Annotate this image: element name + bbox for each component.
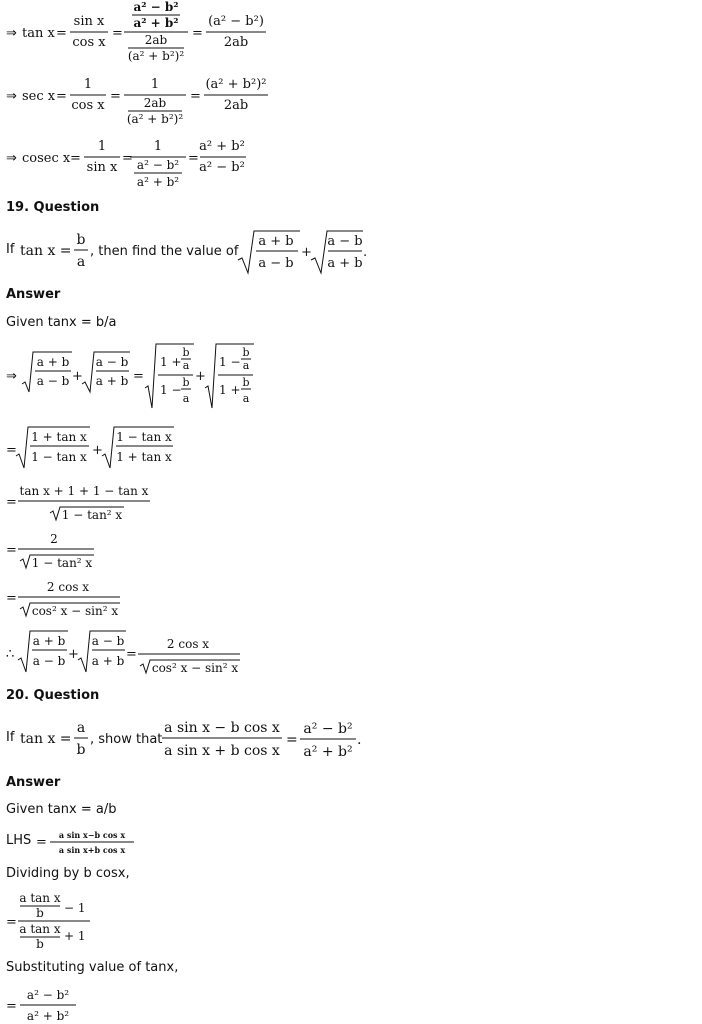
svg-text:=: = (286, 732, 298, 748)
svg-text:1 +: 1 + (160, 355, 182, 369)
svg-text:a: a (182, 392, 190, 405)
question-20-statement: If tan x = a b , show that a sin x − b cos x a sin x + b cos x = a² − b² a² + b² . (6, 720, 362, 760)
svg-text:a sin x−b cos x: a sin x−b cos x (58, 830, 126, 840)
svg-text:b: b (36, 906, 44, 920)
svg-text:1: 1 (153, 139, 163, 154)
dividing-note: Dividing by b cosx, (6, 866, 130, 881)
svg-text:a sin x + b cos x: a sin x + b cos x (164, 743, 280, 759)
svg-text:1 −: 1 − (219, 355, 241, 369)
svg-text:1 + tan x: 1 + tan x (116, 450, 172, 464)
svg-text:a tan x: a tan x (19, 922, 61, 936)
svg-text:2: 2 (50, 532, 58, 546)
svg-text:cosec x: cosec x (22, 151, 71, 166)
svg-text:=: = (110, 89, 121, 104)
svg-text:=: = (112, 26, 123, 41)
svg-text:1: 1 (97, 139, 107, 154)
question-20-title: 20. Question (6, 688, 100, 703)
svg-text:(a² + b²)²: (a² + b²)² (126, 112, 184, 126)
frac-num: sin x (73, 14, 105, 29)
svg-text:=: = (6, 999, 17, 1014)
svg-text:b: b (76, 232, 86, 248)
svg-text:(a² + b²)²: (a² + b²)² (205, 77, 267, 92)
svg-text:, show that: , show that (90, 732, 163, 747)
svg-text:(a² − b²): (a² − b²) (208, 14, 264, 29)
svg-text:1 −: 1 − (160, 383, 182, 397)
svg-text:⇒: ⇒ (6, 151, 17, 166)
svg-text:∴: ∴ (6, 647, 15, 662)
svg-text:.: . (357, 732, 362, 748)
svg-text:sec x: sec x (22, 89, 56, 104)
svg-text:+: + (72, 369, 83, 384)
svg-text:a: a (242, 359, 250, 372)
svg-text:2 cos x: 2 cos x (166, 637, 210, 651)
svg-text:− 1: − 1 (64, 901, 86, 915)
svg-text:a² + b²: a² + b² (133, 16, 179, 30)
svg-text:b: b (36, 937, 44, 951)
svg-text:cos² x − sin² x: cos² x − sin² x (151, 661, 239, 675)
svg-text:a² − b²: a² − b² (303, 721, 353, 737)
svg-text:cos x: cos x (71, 98, 105, 113)
arrow-symbol: ⇒ (6, 26, 17, 41)
svg-text:+ 1: + 1 (64, 929, 86, 943)
svg-text:(a² + b²)²: (a² + b²)² (127, 49, 185, 63)
svg-text:=: = (6, 443, 17, 458)
svg-text:=: = (6, 543, 17, 558)
svg-text:a² − b²: a² − b² (26, 988, 70, 1002)
svg-text:a² − b²: a² − b² (199, 160, 245, 175)
svg-text:=: = (70, 151, 81, 166)
svg-text:=: = (56, 26, 67, 41)
svg-text:=: = (36, 835, 47, 850)
svg-text:a: a (242, 392, 250, 405)
svg-text:+: + (195, 369, 206, 384)
answer-19-heading: Answer (6, 287, 61, 302)
svg-text:1 − tan² x: 1 − tan² x (61, 508, 123, 522)
given-19: Given tanx = b/a (6, 315, 117, 330)
svg-text:a² + b²: a² + b² (303, 744, 353, 760)
svg-text:b: b (242, 346, 250, 359)
svg-text:a² + b²: a² + b² (26, 1009, 70, 1023)
svg-text:=: = (192, 26, 203, 41)
svg-text:2 cos x: 2 cos x (46, 580, 90, 594)
svg-text:a − b: a − b (91, 634, 125, 648)
svg-text:tan x =: tan x = (20, 731, 72, 747)
svg-text:=: = (6, 915, 17, 930)
eq-tan-derivation (6, 0, 306, 64)
svg-text:a sin x+b cos x: a sin x+b cos x (58, 845, 126, 855)
question-19-title: 19. Question (6, 200, 100, 215)
svg-text:tan x + 1 + 1 − tan x: tan x + 1 + 1 − tan x (19, 484, 149, 498)
svg-text:+: + (92, 443, 103, 458)
svg-text:1: 1 (83, 77, 93, 92)
svg-text:⇒: ⇒ (6, 369, 17, 384)
svg-text:, then find the value of: , then find the value of (90, 244, 239, 259)
svg-text:a² − b²: a² − b² (136, 158, 180, 172)
svg-text:cos² x − sin² x: cos² x − sin² x (31, 604, 119, 618)
svg-text:a − b: a − b (258, 256, 294, 271)
svg-text:2ab: 2ab (223, 35, 249, 50)
q20-step8 (6, 984, 106, 1024)
svg-text:tan x =: tan x = (20, 243, 72, 259)
q20-step7 (6, 890, 126, 954)
svg-text:b: b (242, 376, 250, 389)
svg-text:.: . (363, 245, 368, 260)
svg-text:2ab: 2ab (144, 33, 168, 47)
svg-text:b: b (76, 742, 86, 758)
svg-text:1 − tan x: 1 − tan x (31, 450, 87, 464)
q19-step2 (6, 422, 206, 474)
svg-text:⇒: ⇒ (6, 89, 17, 104)
svg-text:1 +: 1 + (219, 383, 241, 397)
lhs-line: LHS = a sin x−b cos x a sin x+b cos x (6, 830, 126, 855)
svg-text:a² + b²: a² + b² (136, 175, 180, 189)
svg-text:b: b (182, 376, 190, 389)
svg-text:+: + (301, 245, 312, 260)
q19-step5 (6, 576, 146, 622)
svg-text:a: a (182, 359, 190, 372)
q19-step3 (6, 480, 206, 526)
svg-text:1: 1 (150, 77, 160, 92)
q19-step4 (6, 528, 126, 574)
svg-text:1 − tan x: 1 − tan x (116, 430, 172, 444)
svg-text:=: = (6, 591, 17, 606)
svg-text:a: a (76, 254, 86, 270)
svg-text:=: = (126, 647, 137, 662)
svg-text:a + b: a + b (327, 256, 363, 271)
substituting-note: Substituting value of tanx, (6, 960, 179, 975)
frac-den: cos x (72, 35, 106, 50)
svg-text:1 − tan² x: 1 − tan² x (31, 556, 93, 570)
question-19-statement: If tan x = b a , then find the value of a + b a − b + a − b a + b . (6, 232, 368, 271)
svg-text:a + b: a + b (95, 374, 129, 388)
svg-text:=: = (133, 369, 144, 384)
svg-text:a − b: a − b (32, 654, 66, 668)
svg-text:1 + tan x: 1 + tan x (31, 430, 87, 444)
svg-text:a − b: a − b (95, 355, 129, 369)
given-20: Given tanx = a/b (6, 802, 117, 817)
lhs-tan: tan x (22, 26, 55, 41)
svg-text:=: = (56, 89, 67, 104)
svg-text:b: b (182, 346, 190, 359)
svg-text:a + b: a + b (36, 355, 70, 369)
svg-text:a tan x: a tan x (19, 891, 61, 905)
svg-text:+: + (68, 647, 79, 662)
svg-text:a + b: a + b (91, 654, 125, 668)
eq-cosec-derivation (6, 136, 306, 192)
svg-text:a + b: a + b (32, 634, 66, 648)
svg-text:=: = (190, 89, 201, 104)
svg-text:a − b: a − b (327, 234, 363, 249)
q19-step6 (6, 626, 246, 678)
q19-step1 (6, 342, 266, 412)
svg-text:a + b: a + b (258, 234, 294, 249)
svg-text:a − b: a − b (36, 374, 70, 388)
svg-text:=: = (188, 151, 199, 166)
svg-text:=: = (6, 495, 17, 510)
svg-text:sin x: sin x (86, 160, 118, 175)
eq-sec-derivation (6, 72, 306, 132)
svg-text:a² − b²: a² − b² (133, 0, 179, 14)
svg-text:a: a (76, 720, 86, 736)
answer-20-heading: Answer (6, 775, 61, 790)
svg-text:a sin x − b cos x: a sin x − b cos x (164, 720, 280, 736)
svg-text:2ab: 2ab (223, 98, 249, 113)
svg-text:a² + b²: a² + b² (199, 139, 245, 154)
svg-text:=: = (122, 151, 133, 166)
svg-text:2ab: 2ab (143, 96, 167, 110)
